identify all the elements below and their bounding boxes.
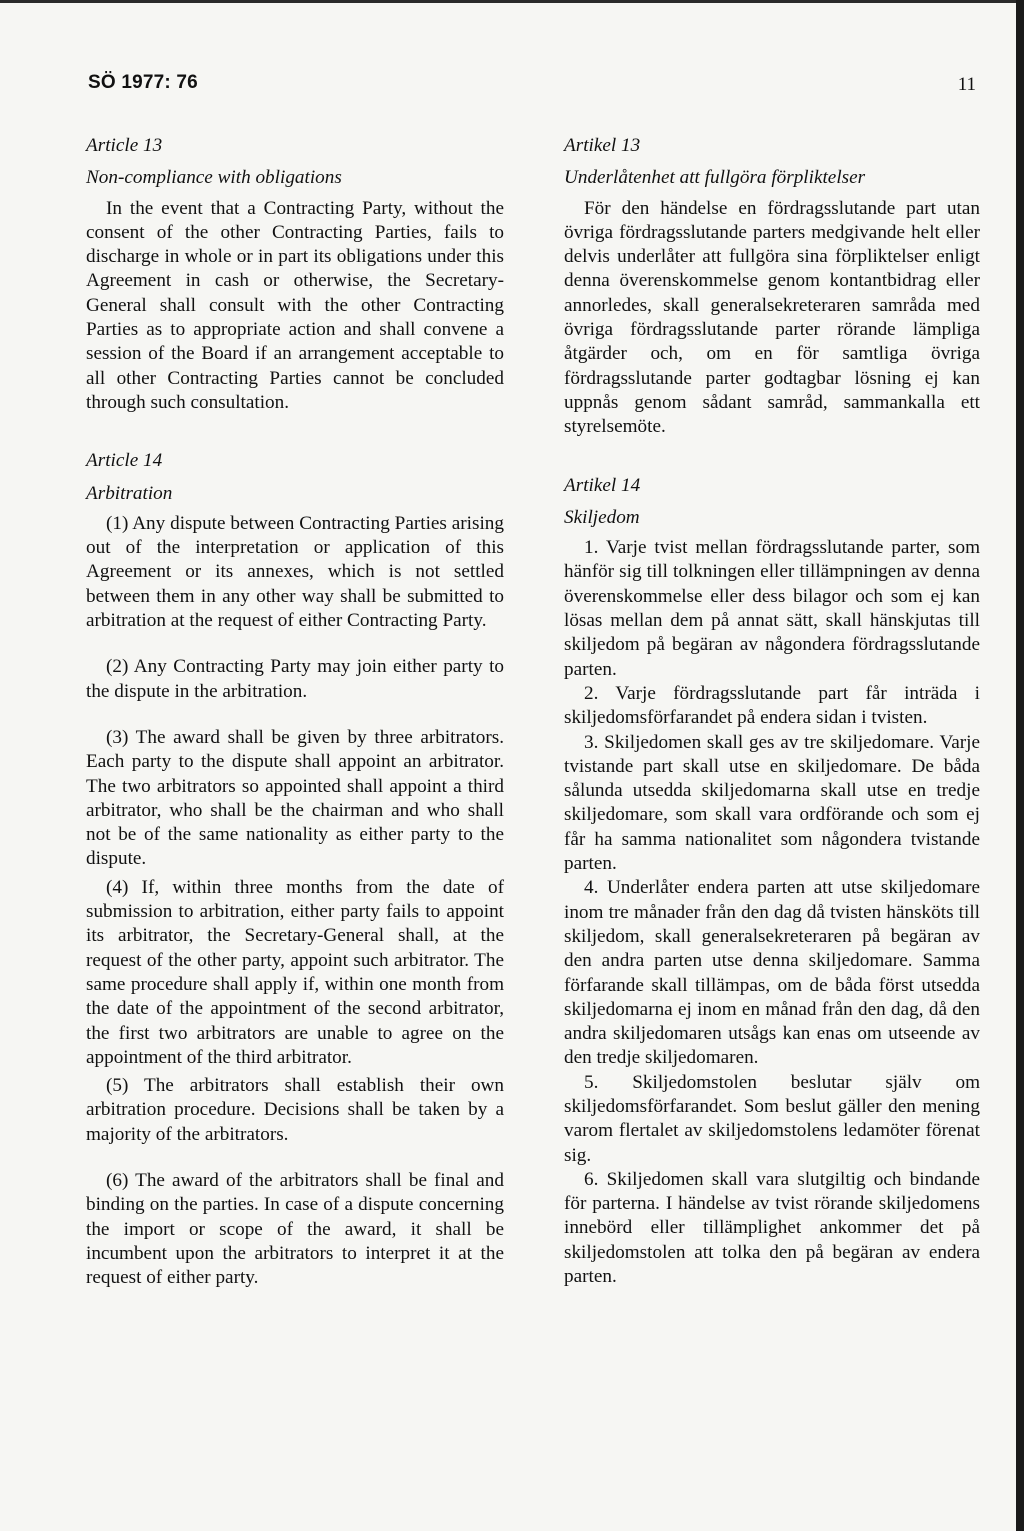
artikel-13-text: För den händelse en fördragsslutande part utan övriga fördragsslutande parters medgivande helt eller delvis underlåter att fullgöra sina förpliktelser enligt denna överenskommelse genom kontantbidrag eller annorledes, skall generalsekreteraren samråda med övriga fördragsslutande parter rörande lämpliga åtgärder och, om en för samtliga övriga fördragsslutande parter godtagbar lösning ej kan uppnås genom sådant samråd, sammankalla ett styrelsemöte. bbox=[564, 197, 980, 438]
artikel-13-title: Underlåtenhet att fullgöra förpliktelser bbox=[564, 167, 866, 189]
article-13-text: In the event that a Contracting Party, without the consent of the other Contracting Parties, fails to discharge in whole or in part its obligations under this Agreement in cash or otherwise, the Secretary-General shall consult with the other Contracting Parties as to appropriate action and shall convene a session of the Board if an arrangement acceptable to all other Contracting Parties cannot be concluded through such consultation. bbox=[86, 197, 504, 413]
artikel-13-heading: Artikel 13 bbox=[564, 135, 641, 156]
article-14-para-4: (4) If, within three months from the date of submission to arbitration, either party fails to appoint its arbitrator, the Secretary-General shall, at the request of the other party, appoint such arbitrator. The same procedure shall apply if, within one month from the date of the appointment of the second arbitrator, the first two arbitrators are unable to agree on the appointment of the third arbitrator. bbox=[86, 876, 504, 1068]
page-number: 11 bbox=[957, 74, 976, 95]
article-14-para-6: (6) The award of the arbitrators shall be final and binding on the parties. In case of a dispute concerning the import or scope of the award, it shall be incumbent upon the arbitrators to interpret it at the request of either party. bbox=[86, 1169, 504, 1289]
artikel-14-title: Skiljedom bbox=[564, 506, 640, 528]
artikel-14-para-5: 5. Skiljedomstolen beslutar själv om skiljedomsförfarandet. Som beslut gäller den mening varom flertalet av skiljedomstolens ledamöter förenat sig. bbox=[564, 1071, 980, 1166]
swedish-column bbox=[564, 134, 980, 1289]
article-14-title: Arbitration bbox=[86, 482, 173, 504]
artikel-14-para-1: 1. Varje tvist mellan fördragsslutande parter, som hänför sig till tolkningen eller tillämpningen av denna överenskommelse eller dess bilagor och som ej kan lösas mellan dem på annat sätt, skall hänskjutas till skiljedom på begäran av någondera fördragsslutande parten. bbox=[564, 537, 980, 680]
artikel-14-para-6: 6. Skiljedomen skall vara slutgiltig och bindande för parterna. I händelse av tvist rörande skiljedomens innebörd eller tillämplighet ankommer det på skiljedomstolen att tolka den på begäran av endera parten. bbox=[564, 1168, 980, 1288]
article-14-para-3: (3) The award shall be given by three arbitrators. Each party to the dispute shall appoint an arbitrator. The two arbitrators so appointed shall appoint a third arbitrator, who shall be the chairman and who shall not be of the same nationality as either party to the dispute. bbox=[86, 726, 504, 870]
artikel-14-para-4: 4. Underlåter endera parten att utse skiljedomare inom tre månader från den dag då tvisten hänsköts till skiljedom, skall generalsekreteraren på begäran av den andra parten utse denna skiljedomare. Samma förfarande skall tillämpas, om de båda först utsedda skiljedomarna ej inom en månad från den dag, då den andra skiljedomaren utsågs kan enas om utseende av den tredje skiljedomaren. bbox=[564, 877, 980, 1069]
article-14-para-2: (2) Any Contracting Party may join either party to the dispute in the arbitration. bbox=[86, 656, 504, 702]
document-reference: SÖ 1977: 76 bbox=[88, 72, 198, 93]
article-14-para-5: (5) The arbitrators shall establish their own arbitration procedure. Decisions shall be taken by a majority of the arbitrators. bbox=[86, 1075, 504, 1145]
article-13-heading: Article 13 bbox=[86, 135, 163, 156]
scan-top-edge bbox=[0, 0, 1024, 3]
artikel-14-para-2: 2. Varje fördragsslutande part får inträda i skiljedomsförfarandet på endera sidan i tvisten. bbox=[564, 682, 980, 729]
article-14-heading: Article 14 bbox=[86, 450, 163, 472]
article-13-title: Non-compliance with obligations bbox=[86, 167, 342, 189]
artikel-14-heading: Artikel 14 bbox=[564, 474, 641, 496]
artikel-14-para-3: 3. Skiljedomen skall ges av tre skiljedomare. Varje tvistande part skall utse en skiljedomare. De båda sålunda utsedda skiljedomarna skall utse en tredje skiljedomare, som skall vara ordförande och som ej får ha samma nationalitet som någondera tvistande parten. bbox=[564, 731, 980, 875]
scan-right-edge bbox=[1016, 0, 1024, 1531]
english-column bbox=[86, 134, 504, 1290]
article-14-para-1: (1) Any dispute between Contracting Parties arising out of the interpretation or application of this Agreement or its annexes, which is not settled between them in any other way shall be submitted to arbitration at the request of either Contracting Party. bbox=[86, 512, 504, 632]
